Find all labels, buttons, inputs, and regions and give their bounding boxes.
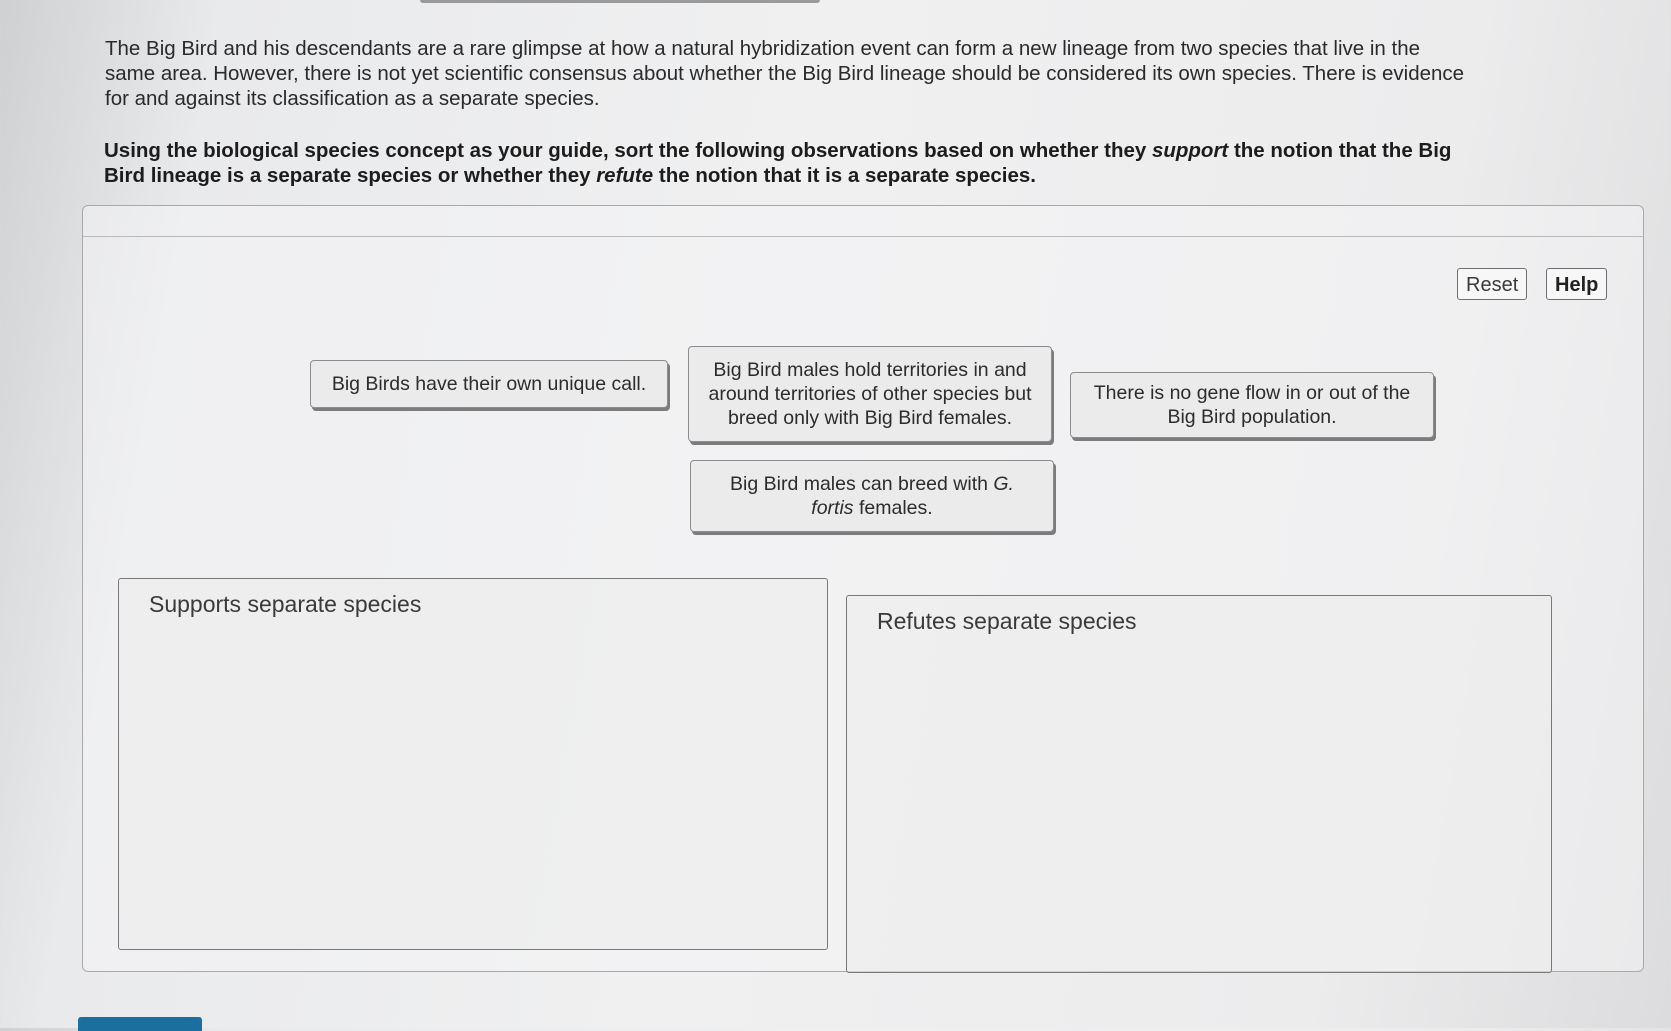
top-edge-bar — [420, 0, 820, 3]
card-gene-flow-text: There is no gene flow in or out of the Big Bird population. — [1093, 382, 1411, 428]
help-button[interactable]: Help — [1546, 268, 1607, 300]
card-territories-text: Big Bird males hold territories in and around territories of other species but breed only with Big Bird females. — [708, 359, 1032, 429]
panel-divider — [83, 236, 1643, 237]
card-g-fortis-species: fortis — [811, 497, 854, 519]
card-territories[interactable] — [688, 346, 1052, 442]
supports-label: Supports separate species — [149, 591, 422, 617]
card-g-fortis-text — [730, 472, 1014, 520]
intro-paragraph: The Big Bird and his descendants are a rare glimpse at how a natural hybridization event can form a new lineage from two species that live in the same area. However, there is not yet scientific consensus about whether the Big Bird lineage should be considered its own species. There is evidence for and against its classification as a separate species. — [105, 37, 1465, 110]
card-g-fortis-post: females. — [853, 497, 933, 519]
refutes-dropzone[interactable] — [846, 595, 1552, 973]
instruction-part1: Using the biological species concept as your guide, sort the following observations based on whether they — [104, 139, 1152, 162]
instruction-part2: the notion that the Big Bird lineage is a separate species or whether they — [104, 139, 1452, 187]
instruction-paragraph — [104, 138, 1484, 188]
submit-button-edge[interactable] — [78, 1017, 202, 1031]
supports-dropzone[interactable] — [118, 578, 828, 950]
card-g-fortis-genus: G. — [993, 473, 1014, 495]
instruction-refute: refute — [596, 164, 654, 187]
card-g-fortis-pre: Big Bird males can breed with — [730, 473, 994, 495]
card-unique-call-text: Big Birds have their own unique call. — [331, 373, 647, 395]
card-g-fortis[interactable] — [690, 460, 1054, 532]
instruction-support: support — [1151, 139, 1229, 162]
card-unique-call[interactable] — [310, 360, 668, 408]
refutes-label: Refutes separate species — [877, 608, 1137, 634]
instruction-part3: the notion that it is a separate species. — [653, 164, 1036, 187]
reset-button[interactable]: Reset — [1457, 268, 1527, 300]
card-gene-flow[interactable] — [1070, 372, 1434, 438]
